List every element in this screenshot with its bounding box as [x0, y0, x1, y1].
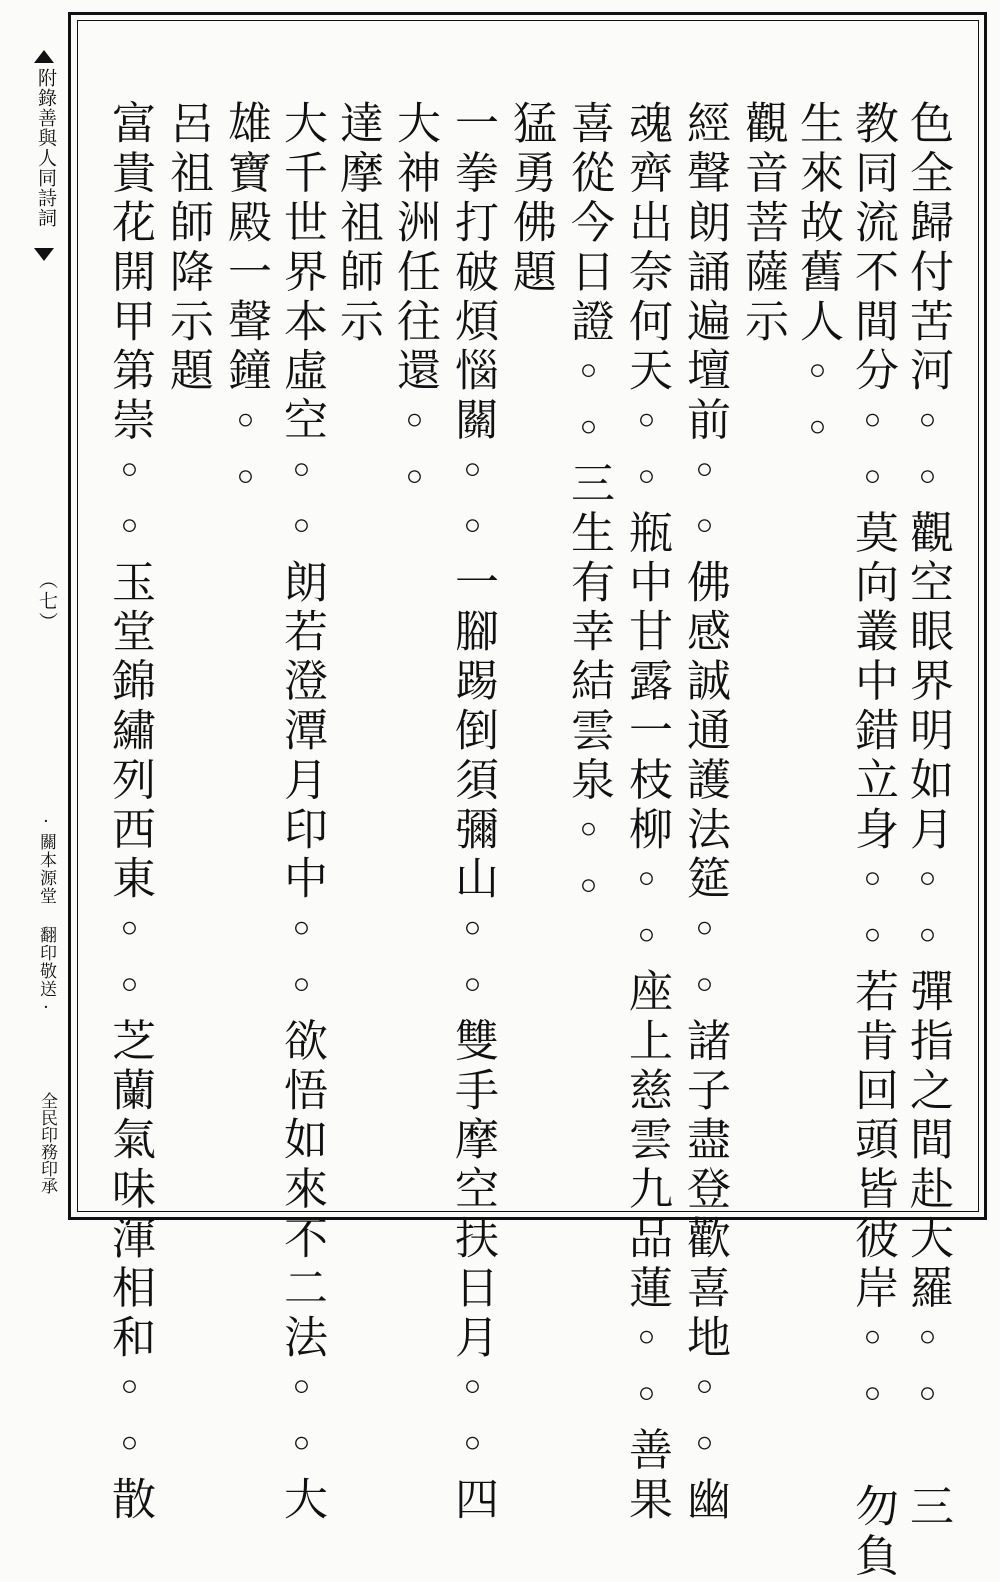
text-column: 大千世界本虛空◦◦朗若澄潭月印中◦◦欲悟如來不二法◦◦大 [276, 100, 327, 1526]
running-title: 附錄善與人同詩詞 [35, 68, 57, 228]
text-column: 雄寶殿一聲鐘◦◦ [220, 100, 271, 510]
text-column: 經聲朗誦遍壇前◦◦佛感誠通護法筵◦◦諸子盡登歡喜地◦◦幽 [679, 100, 730, 1526]
section-title: 猛勇佛題 [505, 100, 556, 298]
text-column: 色全歸付苦河◦◦觀空眼界明如月◦◦彈指之間赴大羅◦◦ 三 [902, 100, 953, 1533]
section-title: 呂祖師降示題 [162, 100, 213, 397]
text-column: 大神洲任往還◦◦ [389, 100, 440, 510]
section-title: 觀音菩薩示 [737, 100, 788, 347]
page-number: （七） [36, 570, 58, 633]
publisher-note: ·關本源堂 翻印敬送· [36, 812, 56, 1019]
text-column: 喜從今日證◦◦三生有幸結雲泉◦◦ [563, 100, 614, 919]
text-column: 富貴花開甲第崇◦◦玉堂錦繡列西東◦◦芝蘭氣味渾相和◦◦散 [104, 100, 155, 1526]
text-column: 魂齊出奈何天◦◦瓶中甘露一枝柳◦◦座上慈雲九品蓮◦◦善果 [621, 100, 672, 1526]
printer-note: 全民印務印承 [37, 1092, 57, 1194]
triangle-down-icon [34, 248, 54, 261]
text-column: 生來故舊人◦◦ [792, 100, 843, 460]
section-title: 達摩祖師示 [332, 100, 383, 347]
left-margin [0, 0, 62, 1229]
text-column: 一拳打破煩惱關◦◦一腳踢倒須彌山◦◦雙手摩空扶日月◦◦四 [447, 100, 498, 1526]
text-block [77, 20, 979, 1582]
text-column: 教同流不間分◦◦莫向叢中錯立身◦◦若肯回頭皆彼岸◦◦ 勿負 [847, 100, 898, 1582]
triangle-up-icon [34, 50, 54, 63]
